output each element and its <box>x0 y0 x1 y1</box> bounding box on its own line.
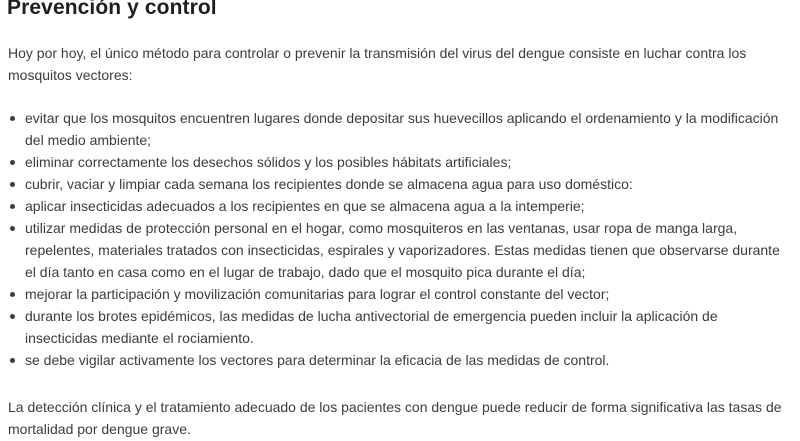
bullet-icon <box>10 204 15 209</box>
bullet-icon <box>10 160 15 165</box>
list-item <box>8 173 793 195</box>
list-item-text: se debe vigilar activamente los vectores para determinar la eficacia de las medidas de control. <box>25 352 610 368</box>
list-item <box>8 305 793 349</box>
control-measures-list <box>8 107 793 371</box>
bullet-icon <box>10 226 15 231</box>
list-item-text: durante los brotes epidémicos, las medidas de lucha antivectorial de emergencia pueden incluir la aplicación de insecticidas mediante el rociamiento. <box>25 308 718 346</box>
list-item-text: utilizar medidas de protección personal en el hogar, como mosquiteros en las ventanas, usar ropa de manga larga, repelentes, materiales tratados con insecticidas, espirales y vaporizadores. Estas medidas tienen que observarse durante el día tanto en casa como en el lugar de trabajo, dado que el mosquito pica durante el día; <box>25 220 780 280</box>
bullet-icon <box>10 314 15 319</box>
bullet-icon <box>10 292 15 297</box>
list-item <box>8 217 793 283</box>
list-item-text: aplicar insecticidas adecuados a los recipientes en que se almacena agua a la intemperie; <box>25 198 585 214</box>
list-item-text: cubrir, vaciar y limpiar cada semana los recipientes donde se almacena agua para uso doméstico: <box>25 176 633 192</box>
section-title: Prevención y control <box>7 0 217 19</box>
list-item-text: eliminar correctamente los desechos sólidos y los posibles hábitats artificiales; <box>25 154 512 170</box>
closing-paragraph: La detección clínica y el tratamiento adecuado de los pacientes con dengue puede reducir de forma significativa las tasas de mortalidad por dengue grave. <box>8 399 782 437</box>
list-item <box>8 107 793 151</box>
bullet-icon <box>10 116 15 121</box>
list-item <box>8 283 793 305</box>
list-item <box>8 349 793 371</box>
bullet-icon <box>10 182 15 187</box>
list-item <box>8 195 793 217</box>
list-item-text: mejorar la participación y movilización comunitarias para lograr el control constante del vector; <box>25 286 610 302</box>
intro-paragraph: Hoy por hoy, el único método para controlar o prevenir la transmisión del virus del dengue consiste en luchar contra los mosquitos vectores: <box>8 45 747 83</box>
list-item-text: evitar que los mosquitos encuentren lugares donde depositar sus huevecillos aplicando el ordenamiento y la modificación del medio ambiente; <box>25 110 779 148</box>
list-item <box>8 151 793 173</box>
bullet-icon <box>10 358 15 363</box>
